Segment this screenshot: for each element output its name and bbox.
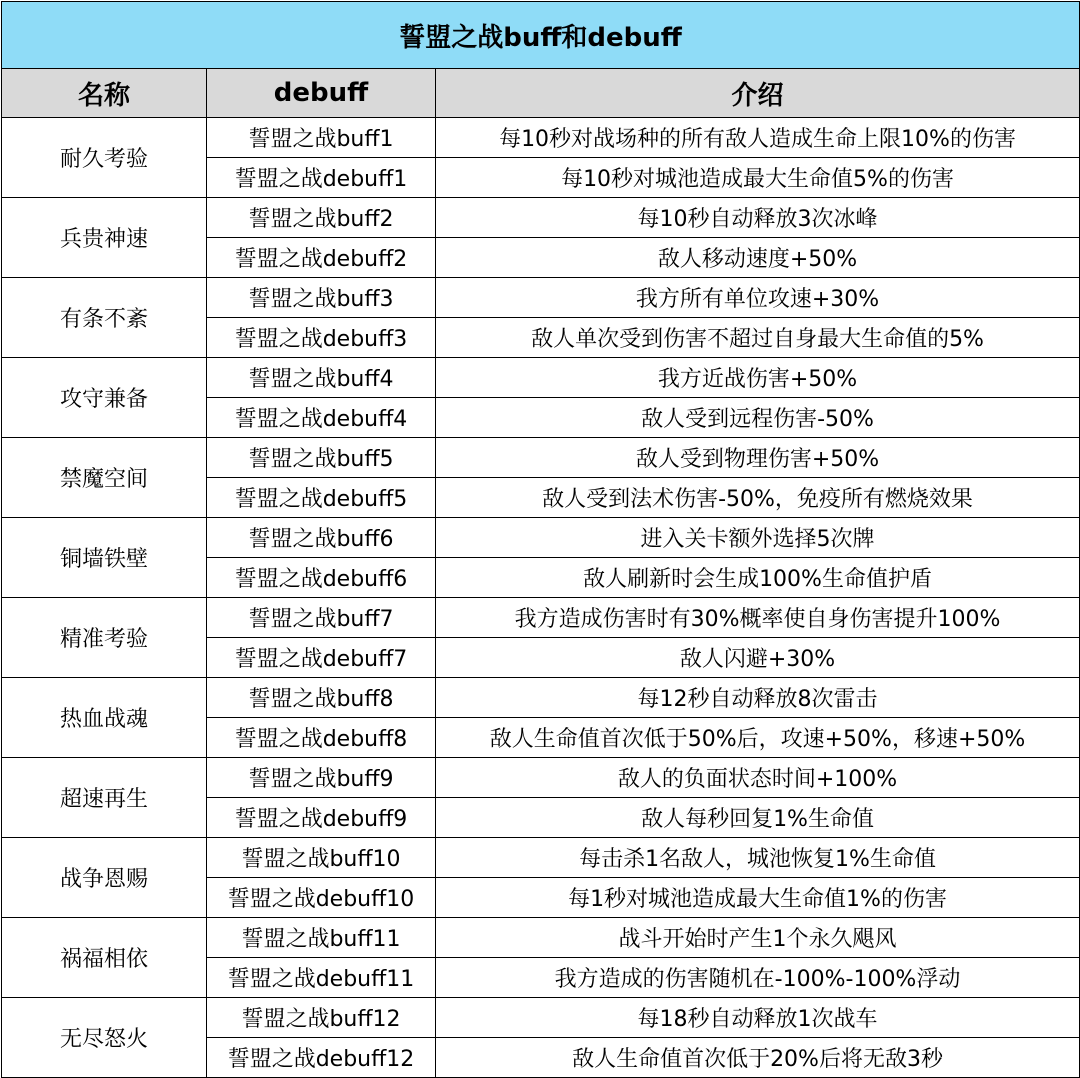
effect-description-cell: 每12秒自动释放8次雷击 — [436, 678, 1080, 718]
group-name-cell: 有条不紊 — [2, 278, 207, 358]
effect-label-cell: 誓盟之战buff3 — [207, 278, 436, 318]
effect-label-cell: 誓盟之战debuff11 — [207, 958, 436, 998]
column-header-description: 介绍 — [436, 69, 1080, 118]
table-title: 誓盟之战buff和debuff — [2, 2, 1080, 69]
effect-label-cell: 誓盟之战buff12 — [207, 998, 436, 1038]
effect-label-cell: 誓盟之战debuff2 — [207, 238, 436, 278]
effect-description-cell: 敌人生命值首次低于20%后将无敌3秒 — [436, 1038, 1080, 1078]
effect-description-cell: 战斗开始时产生1个永久飓风 — [436, 918, 1080, 958]
effect-label-cell: 誓盟之战buff10 — [207, 838, 436, 878]
effect-description-cell: 敌人生命值首次低于50%后，攻速+50%，移速+50% — [436, 718, 1080, 758]
effect-label-cell: 誓盟之战debuff4 — [207, 398, 436, 438]
group-name-cell: 兵贵神速 — [2, 198, 207, 278]
effect-label-cell: 誓盟之战buff4 — [207, 358, 436, 398]
column-header-name: 名称 — [2, 69, 207, 118]
effect-description-cell: 敌人闪避+30% — [436, 638, 1080, 678]
table-row — [2, 758, 1080, 798]
group-name-cell: 热血战魂 — [2, 678, 207, 758]
group-name-cell: 铜墙铁壁 — [2, 518, 207, 598]
effect-label-cell: 誓盟之战buff7 — [207, 598, 436, 638]
effect-description-cell: 敌人受到远程伤害-50% — [436, 398, 1080, 438]
effect-label-cell: 誓盟之战buff8 — [207, 678, 436, 718]
effect-description-cell: 敌人每秒回复1%生命值 — [436, 798, 1080, 838]
effect-label-cell: 誓盟之战debuff3 — [207, 318, 436, 358]
effect-description-cell: 敌人受到法术伤害-50%，免疫所有燃烧效果 — [436, 478, 1080, 518]
effect-description-cell: 我方近战伤害+50% — [436, 358, 1080, 398]
group-name-cell: 祸福相依 — [2, 918, 207, 998]
table-row — [2, 518, 1080, 558]
effect-label-cell: 誓盟之战buff11 — [207, 918, 436, 958]
table-row — [2, 438, 1080, 478]
effect-label-cell: 誓盟之战debuff10 — [207, 878, 436, 918]
effect-description-cell: 我方造成的伤害随机在-100%-100%浮动 — [436, 958, 1080, 998]
table-row — [2, 118, 1080, 158]
effect-description-cell: 敌人移动速度+50% — [436, 238, 1080, 278]
buff-debuff-table — [1, 1, 1080, 1078]
table-row — [2, 998, 1080, 1038]
table-row — [2, 278, 1080, 318]
header-row — [2, 69, 1080, 118]
table-row — [2, 198, 1080, 238]
effect-description-cell: 每击杀1名敌人，城池恢复1%生命值 — [436, 838, 1080, 878]
table-row — [2, 838, 1080, 878]
effect-description-cell: 每1秒对城池造成最大生命值1%的伤害 — [436, 878, 1080, 918]
effect-label-cell: 誓盟之战buff2 — [207, 198, 436, 238]
column-header-debuff: debuff — [207, 69, 436, 118]
effect-label-cell: 誓盟之战buff6 — [207, 518, 436, 558]
effect-description-cell: 敌人刷新时会生成100%生命值护盾 — [436, 558, 1080, 598]
effect-label-cell: 誓盟之战buff5 — [207, 438, 436, 478]
effect-description-cell: 每18秒自动释放1次战车 — [436, 998, 1080, 1038]
effect-label-cell: 誓盟之战debuff9 — [207, 798, 436, 838]
effect-label-cell: 誓盟之战debuff12 — [207, 1038, 436, 1078]
effect-description-cell: 每10秒对城池造成最大生命值5%的伤害 — [436, 158, 1080, 198]
effect-label-cell: 誓盟之战debuff5 — [207, 478, 436, 518]
group-name-cell: 战争恩赐 — [2, 838, 207, 918]
title-row — [2, 2, 1080, 69]
effect-description-cell: 敌人受到物理伤害+50% — [436, 438, 1080, 478]
effect-description-cell: 敌人单次受到伤害不超过自身最大生命值的5% — [436, 318, 1080, 358]
group-name-cell: 超速再生 — [2, 758, 207, 838]
effect-label-cell: 誓盟之战debuff7 — [207, 638, 436, 678]
effect-description-cell: 每10秒对战场种的所有敌人造成生命上限10%的伤害 — [436, 118, 1080, 158]
group-name-cell: 无尽怒火 — [2, 998, 207, 1078]
effect-label-cell: 誓盟之战debuff6 — [207, 558, 436, 598]
effect-description-cell: 敌人的负面状态时间+100% — [436, 758, 1080, 798]
table-row — [2, 678, 1080, 718]
table-row — [2, 598, 1080, 638]
effect-description-cell: 进入关卡额外选择5次牌 — [436, 518, 1080, 558]
effect-label-cell: 誓盟之战debuff8 — [207, 718, 436, 758]
group-name-cell: 耐久考验 — [2, 118, 207, 198]
effect-label-cell: 誓盟之战buff9 — [207, 758, 436, 798]
effect-description-cell: 我方造成伤害时有30%概率使自身伤害提升100% — [436, 598, 1080, 638]
table-row — [2, 358, 1080, 398]
effect-label-cell: 誓盟之战buff1 — [207, 118, 436, 158]
effect-description-cell: 每10秒自动释放3次冰峰 — [436, 198, 1080, 238]
group-name-cell: 精准考验 — [2, 598, 207, 678]
group-name-cell: 禁魔空间 — [2, 438, 207, 518]
table-row — [2, 918, 1080, 958]
group-name-cell: 攻守兼备 — [2, 358, 207, 438]
table-body — [2, 118, 1080, 1078]
effect-description-cell: 我方所有单位攻速+30% — [436, 278, 1080, 318]
effect-label-cell: 誓盟之战debuff1 — [207, 158, 436, 198]
